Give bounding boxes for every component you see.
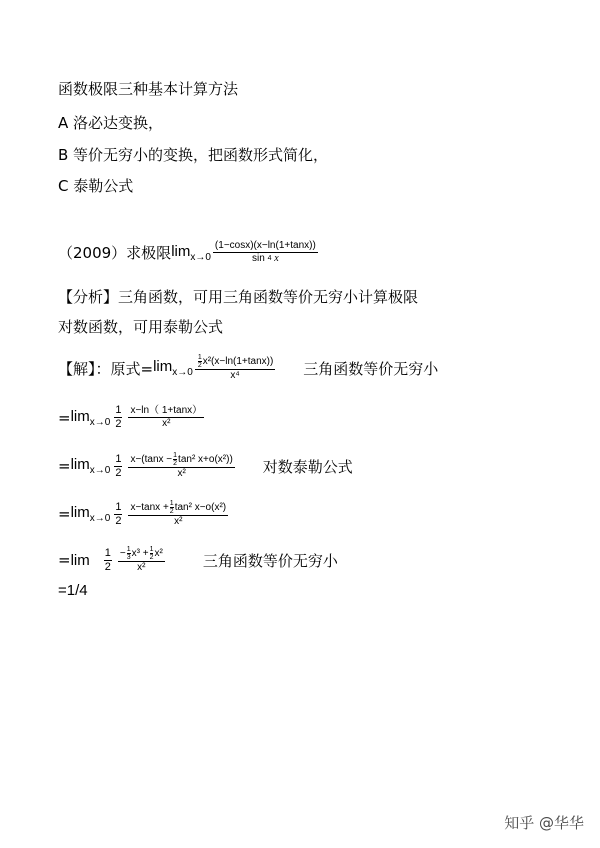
method-b-text: B 等价无穷小的变换，把函数形式简化， bbox=[58, 146, 329, 164]
half-num: 1 bbox=[197, 354, 202, 361]
step3-limit bbox=[71, 456, 111, 476]
step4-half bbox=[114, 501, 122, 528]
equals-sign: = bbox=[58, 551, 71, 569]
half-den: 2 bbox=[197, 362, 202, 369]
problem-prefix: （2009）求极限 bbox=[58, 244, 172, 262]
equals-sign: = bbox=[58, 505, 71, 523]
half-den: 2 bbox=[173, 460, 178, 467]
method-a-text: A 洛必达变换， bbox=[58, 114, 164, 132]
result-text: =1/4 bbox=[58, 582, 88, 599]
step2-fraction bbox=[128, 405, 204, 430]
lim-sub: x→0 bbox=[89, 465, 111, 476]
equals-sign: = bbox=[58, 408, 71, 427]
lim-text: lim bbox=[153, 358, 173, 375]
step4-fraction bbox=[128, 500, 228, 528]
step5-inner-half bbox=[150, 546, 154, 561]
step2-half bbox=[114, 404, 122, 431]
lim-sub: x→0 bbox=[172, 367, 193, 378]
step1-limit bbox=[153, 358, 193, 378]
step5-num-a: − bbox=[119, 547, 126, 559]
step2-limit bbox=[71, 408, 111, 428]
solution-step-4 bbox=[58, 500, 230, 528]
problem-numerator: (1−cosx)(x−ln(1+tanx)) bbox=[214, 240, 316, 251]
step5-limit: lim bbox=[70, 551, 90, 569]
step3-half bbox=[114, 453, 122, 480]
step4-num-b: tan² x−o(x²) bbox=[174, 501, 227, 513]
solution-label: 【解】：原式= bbox=[58, 359, 154, 378]
half-den: 2 bbox=[115, 418, 122, 430]
method-a bbox=[58, 112, 163, 133]
step1-note: 三角函数等价无穷小 bbox=[303, 359, 439, 378]
page-title bbox=[58, 78, 238, 99]
analysis-line-2 bbox=[58, 316, 223, 337]
lim-text: lim bbox=[70, 407, 90, 425]
step5-fraction bbox=[118, 546, 165, 574]
analysis-line-1 bbox=[58, 286, 418, 307]
solution-step-2 bbox=[58, 404, 206, 431]
problem-fraction bbox=[213, 240, 318, 265]
step1-num-text: x²(x−ln(1+tanx)) bbox=[202, 355, 274, 367]
final-result bbox=[58, 582, 88, 599]
step2-denominator: x² bbox=[162, 418, 171, 429]
step5-numerator bbox=[118, 546, 165, 562]
watermark: 知乎 @华华 bbox=[504, 814, 584, 832]
step2-numerator: x−ln（ 1+tanx） bbox=[130, 405, 203, 416]
half-den: 2 bbox=[115, 514, 122, 527]
step3-fraction bbox=[128, 452, 234, 480]
step5-denominator: x² bbox=[137, 562, 146, 573]
den-base: sin bbox=[252, 253, 265, 264]
half-num: 1 bbox=[115, 404, 122, 416]
den-exp: 4 bbox=[267, 255, 272, 262]
step5-num-b: x³ + bbox=[131, 547, 149, 559]
equals-sign: = bbox=[58, 457, 71, 475]
step1-numerator bbox=[195, 354, 275, 370]
step4-denominator: x² bbox=[174, 516, 183, 527]
step5-half bbox=[104, 547, 112, 574]
lim-sub: x→0 bbox=[89, 513, 111, 524]
step1-denominator: x⁴ bbox=[230, 370, 240, 381]
problem-limit bbox=[171, 243, 211, 263]
half-num: 1 bbox=[104, 546, 111, 559]
step4-num-a: x−tanx + bbox=[130, 501, 169, 513]
half-den: 2 bbox=[169, 508, 174, 515]
method-c-text: C 泰勒公式 bbox=[58, 177, 134, 195]
step4-limit bbox=[71, 504, 111, 524]
step4-inner-half bbox=[170, 500, 174, 515]
den-var: x bbox=[274, 253, 279, 264]
lim-sub: x→0 bbox=[190, 251, 211, 263]
step3-inner-half bbox=[173, 452, 177, 467]
step3-num-b: tan² x+o(x²)) bbox=[178, 453, 233, 465]
analysis-text-2: 对数函数，可用泰勒公式 bbox=[58, 318, 224, 336]
solution-step-1 bbox=[58, 354, 438, 382]
lim-text: lim bbox=[171, 242, 191, 260]
half-num: 1 bbox=[115, 452, 122, 465]
half-num: 1 bbox=[149, 546, 154, 553]
half-den: 2 bbox=[149, 554, 154, 561]
solution-step-5 bbox=[58, 546, 338, 574]
analysis-text-1: 【分析】三角函数，可用三角函数等价无穷小计算极限 bbox=[58, 288, 419, 306]
half-den: 2 bbox=[104, 560, 111, 573]
solution-step-3 bbox=[58, 452, 353, 480]
title-text: 函数极限三种基本计算方法 bbox=[58, 80, 239, 98]
step5-third: $\frac{1}{3}$ bbox=[126, 546, 131, 561]
step5-note: 三角函数等价无穷小 bbox=[202, 551, 338, 570]
step5-num-c: x² bbox=[154, 547, 163, 559]
step3-denominator: x² bbox=[177, 468, 186, 479]
half-num: 1 bbox=[115, 500, 122, 513]
half-den: 2 bbox=[115, 466, 122, 479]
step3-numerator bbox=[128, 452, 234, 468]
step1-fraction bbox=[195, 354, 275, 382]
problem-statement bbox=[58, 240, 320, 265]
lim-sub: x→0 bbox=[89, 416, 111, 428]
method-c bbox=[58, 175, 133, 196]
lim-text: lim bbox=[70, 504, 90, 521]
step3-note: 对数泰勒公式 bbox=[262, 457, 353, 476]
half-num: 1 bbox=[169, 500, 174, 507]
step1-half bbox=[198, 354, 202, 369]
step3-num-a: x−(tanx − bbox=[130, 453, 173, 465]
problem-denominator bbox=[250, 253, 281, 265]
lim-text: lim bbox=[70, 456, 90, 473]
method-b bbox=[58, 144, 328, 165]
step4-numerator bbox=[128, 500, 228, 516]
half-num: 1 bbox=[173, 452, 178, 459]
